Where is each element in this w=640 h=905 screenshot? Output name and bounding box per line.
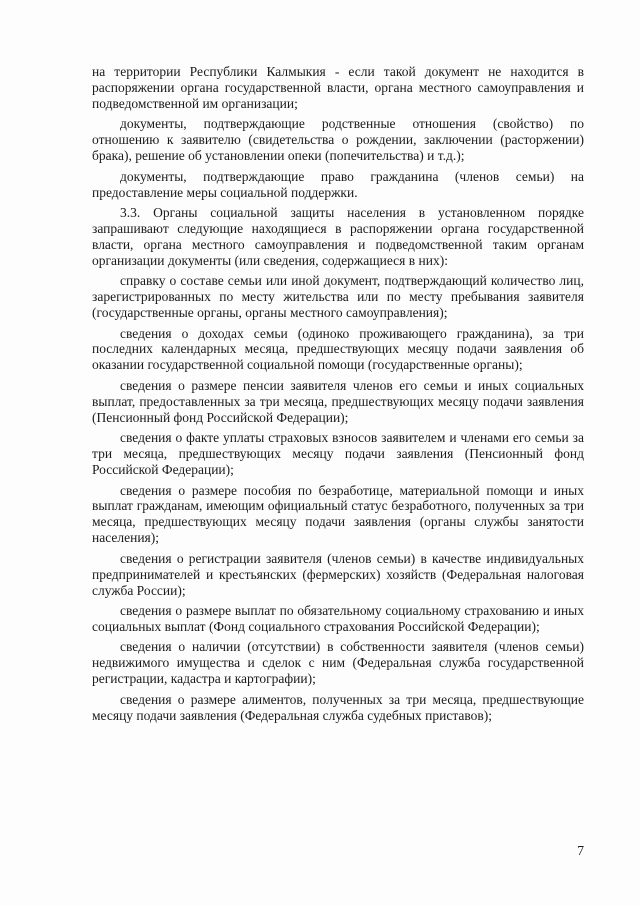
paragraph-8: сведения о факте уплаты страховых взносов заявителем и членами его семьи за три месяца, предшествующих месяцу подачи заявления (Пенсионный фонд Российской Федерации);: [92, 430, 584, 477]
paragraph-2: документы, подтверждающие родственные отношения (свойство) по отношению к заявителю (свидетельства о рождении, заключении (расторжении) брака), решение об установлении опеки (попечительства) и т.д.);: [92, 116, 584, 164]
page-number: 7: [577, 843, 584, 858]
paragraph-12: сведения о наличии (отсутствии) в собственности заявителя (членов семьи) недвижимого имущества и сделок с ним (Федеральная служба государственной регистрации, кадастра и картографии);: [92, 639, 584, 687]
paragraph-4: 3.3. Органы социальной защиты населения в установленном порядке запрашивают следующие находящиеся в распоряжении органа государственной власти, органа местного самоуправления и подведомственной таким органам организации документы (или сведения, содержащиеся в них):: [92, 205, 584, 268]
paragraph-13: сведения о размере алиментов, полученных за три месяца, предшествующие месяцу подачи заявления (Федеральная служба судебных приставов);: [92, 691, 584, 723]
paragraph-6: сведения о доходах семьи (одиноко проживающего гражданина), за три последних календарных месяца, предшествующих месяцу подачи заявления об оказании государственной социальной помощи (государственные органы);: [92, 325, 584, 373]
paragraph-10: сведения о регистрации заявителя (членов семьи) в качестве индивидуальных предпринимателей и крестьянских (фермерских) хозяйств (Федеральная налоговая служба России);: [92, 550, 584, 598]
paragraph-5: справку о составе семьи или иной документ, подтверждающий количество лиц, зарегистрированных по месту жительства или по месту пребывания заявителя (государственные органы, органы местного самоуправления);: [92, 273, 584, 321]
paragraph-1: на территории Республики Калмыкия - если такой документ не находится в распоряжении органа государственной власти, органа местного самоуправления и подведомственной им организации;: [92, 64, 584, 111]
paragraph-9: сведения о размере пособия по безработице, материальной помощи и иных выплат гражданам, имеющим официальный статус безработного, полученных за три месяца, предшествующих месяцу подачи заявления (органы службы занятости населения);: [92, 482, 584, 546]
paragraph-3: документы, подтверждающие право гражданина (членов семьи) на предоставление меры социальной поддержки.: [92, 168, 584, 200]
paragraph-11: сведения о размере выплат по обязательному социальному страхованию и иных социальных выплат (Фонд социального страхования Российской Федерации);: [92, 603, 584, 634]
document-body: [92, 64, 584, 728]
paragraph-7: сведения о размере пенсии заявителя членов его семьи и иных социальных выплат, предоставленных за три месяца, предшествующих месяцу подачи заявления (Пенсионный фонд Российской Федерации);: [92, 377, 584, 425]
